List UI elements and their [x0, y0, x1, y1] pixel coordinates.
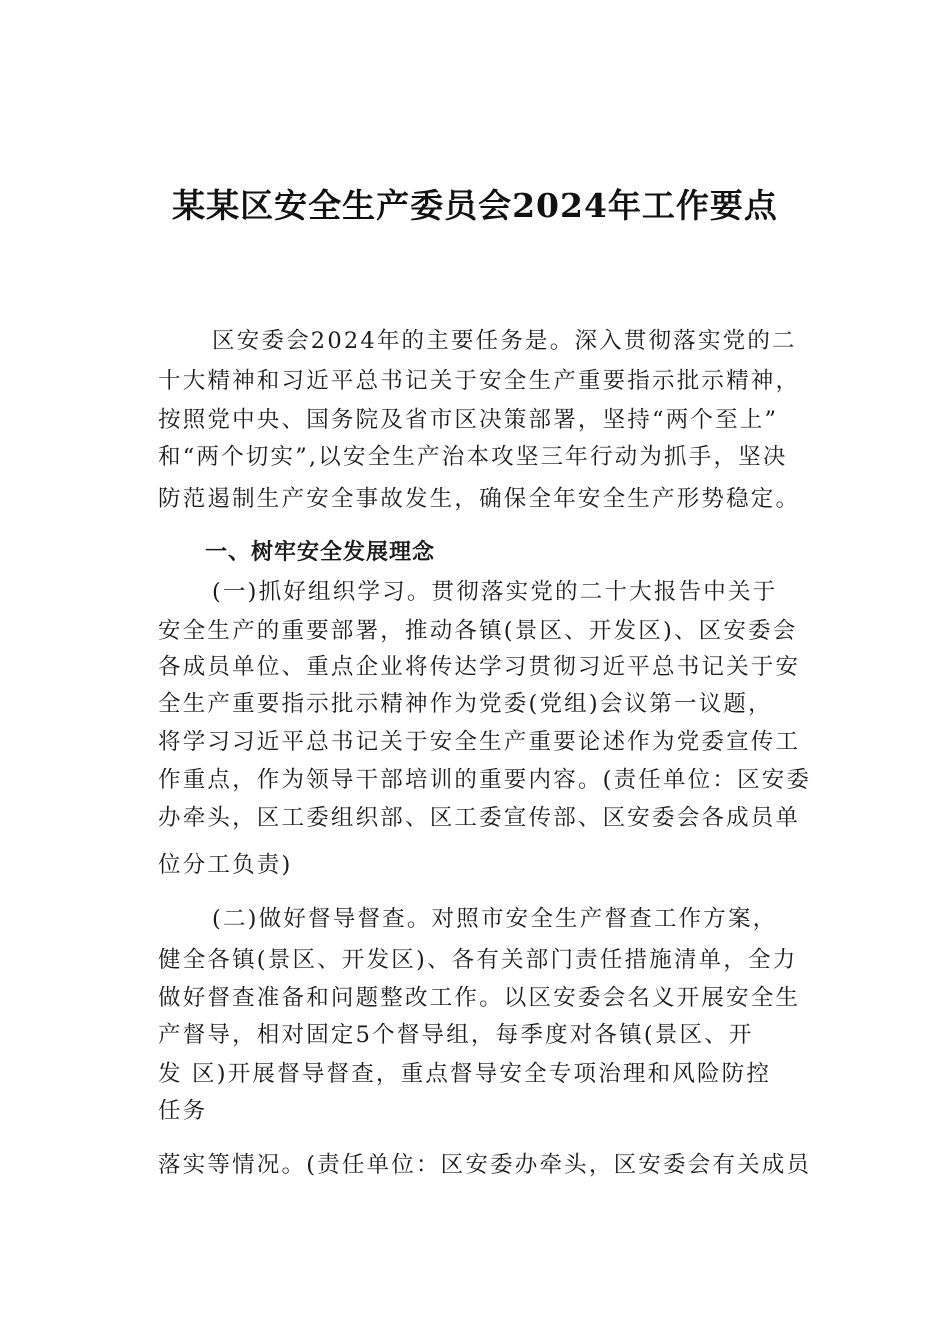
item1-line: 位分工负责)	[158, 852, 293, 878]
item2-line: 发 区)开展督导督查，重点督导安全专项治理和风险防控	[158, 1061, 772, 1087]
item1-line: 将学习习近平总书记关于安全生产重要论述作为党委宣传工	[158, 729, 801, 755]
intro-line: 按照党中央、国务院及省市区决策部署，坚持“两个至上”	[158, 407, 779, 433]
item1-line: 作重点，作为领导干部培训的重要内容。(责任单位：区安委	[158, 767, 812, 793]
item2-line: 做好督查准备和问题整改工作。以区安委会名义开展安全生	[158, 985, 801, 1011]
intro-line: 区安委会2024年的主要任务是。深入贯彻落实党的二	[212, 328, 797, 354]
item2-line: 落实等情况。(责任单位：区安委办牵头，区安委会有关成员	[158, 1152, 812, 1178]
section-heading: 一、树牢安全发展理念	[205, 540, 436, 565]
intro-line: 防范遏制生产安全事故发生，确保全年安全生产形势稳定。	[158, 486, 801, 512]
item1-line: 安全生产的重要部署，推动各镇(景区、开发区)、区安委会	[158, 618, 798, 644]
item1-line: 办牵头，区工委组织部、区工委宣传部、区安委会各成员单	[158, 805, 801, 831]
intro-line: 和“两个切实”,以安全生产治本攻坚三年行动为抓手，坚决	[158, 444, 788, 470]
item1-line: (一)抓好组织学习。贯彻落实党的二十大报告中关于	[212, 579, 778, 605]
item2-line: 产督导，相对固定5个督导组，每季度对各镇(景区、开	[158, 1022, 754, 1048]
item1-line: 全生产重要指示批示精神作为党委(党组)会议第一议题，	[158, 691, 773, 717]
item2-line: 健全各镇(景区、开发区)、各有关部门责任措施清单，全力	[158, 947, 798, 973]
item1-line: 各成员单位、重点企业将传达学习贯彻习近平总书记关于安	[158, 654, 801, 680]
item2-line: 任务	[158, 1098, 208, 1124]
item2-line: (二)做好督导督查。对照市安全生产督查工作方案，	[212, 906, 778, 932]
intro-line: 十大精神和习近平总书记关于安全生产重要指示批示精神，	[158, 368, 801, 394]
document-title: 某某区安全生产委员会2024年工作要点	[172, 186, 778, 225]
